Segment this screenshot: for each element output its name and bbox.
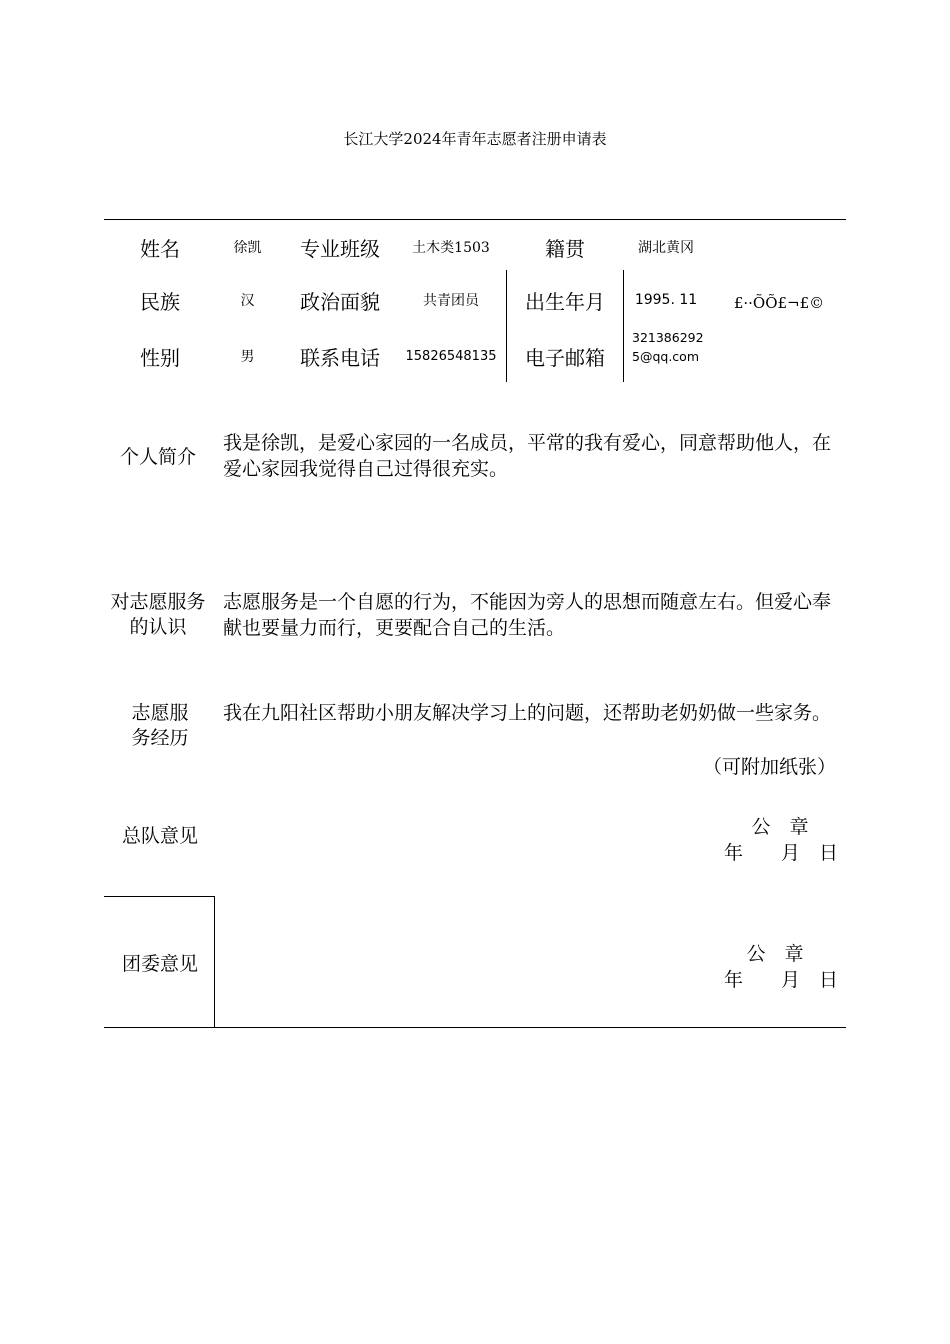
divider-birth-right: [623, 270, 624, 382]
birth-value: 1995. 11: [634, 292, 698, 308]
political-value: 共青团员: [423, 293, 479, 309]
team-date: 年 月 日: [723, 842, 838, 864]
league-seal: 公 章: [746, 943, 804, 965]
league-date: 年 月 日: [723, 969, 838, 991]
team-opinion-label: 总队意见: [121, 825, 198, 847]
name-label: 姓名: [140, 236, 180, 261]
email-value: 3213862925@qq.com: [632, 330, 704, 364]
email-label: 电子邮箱: [525, 345, 605, 370]
experience-label: 志愿服务经历: [131, 702, 189, 749]
phone-value: 15826548135: [405, 348, 497, 364]
league-top-border: [104, 896, 214, 897]
top-border: [104, 219, 846, 220]
gender-label: 性别: [140, 345, 180, 370]
photo-placeholder-text: £··ÕÕ£¬£©: [733, 294, 825, 312]
divider-birth-left: [506, 270, 507, 382]
origin-value: 湖北黄冈: [638, 240, 694, 256]
political-label: 政治面貌: [300, 289, 380, 314]
phone-label: 联系电话: [300, 345, 380, 370]
major-label: 专业班级: [300, 236, 380, 261]
intro-text: 我是徐凯，是爱心家园的一名成员，平常的我有爱心，同意帮助他人，在爱心家园我觉得自己过得很充实。: [223, 432, 832, 480]
intro-label: 个人简介: [119, 446, 196, 468]
bottom-border: [104, 1027, 846, 1028]
name-value: 徐凯: [233, 240, 262, 256]
ethnicity-label: 民族: [140, 289, 180, 314]
ethnicity-value: 汉: [240, 293, 255, 309]
attach-note: （可附加纸张）: [702, 756, 836, 778]
birth-label: 出生年月: [525, 289, 605, 314]
understanding-label: 对志愿服务的认识: [110, 591, 206, 638]
league-opinion-label: 团委意见: [121, 953, 198, 975]
origin-label: 籍贯: [545, 236, 585, 261]
league-divider: [214, 896, 215, 1027]
gender-value: 男: [240, 349, 255, 365]
team-seal: 公 章: [751, 816, 809, 838]
experience-text: 我在九阳社区帮助小朋友解决学习上的问题，还帮助老奶奶做一些家务。: [223, 702, 832, 724]
major-value: 土木类1503: [412, 240, 490, 256]
understanding-text: 志愿服务是一个自愿的行为，不能因为旁人的思想而随意左右。但爱心奉献也要量力而行，更要配合自己的生活。: [223, 591, 832, 639]
form-title: 长江大学2024年青年志愿者注册申请表: [343, 130, 607, 148]
